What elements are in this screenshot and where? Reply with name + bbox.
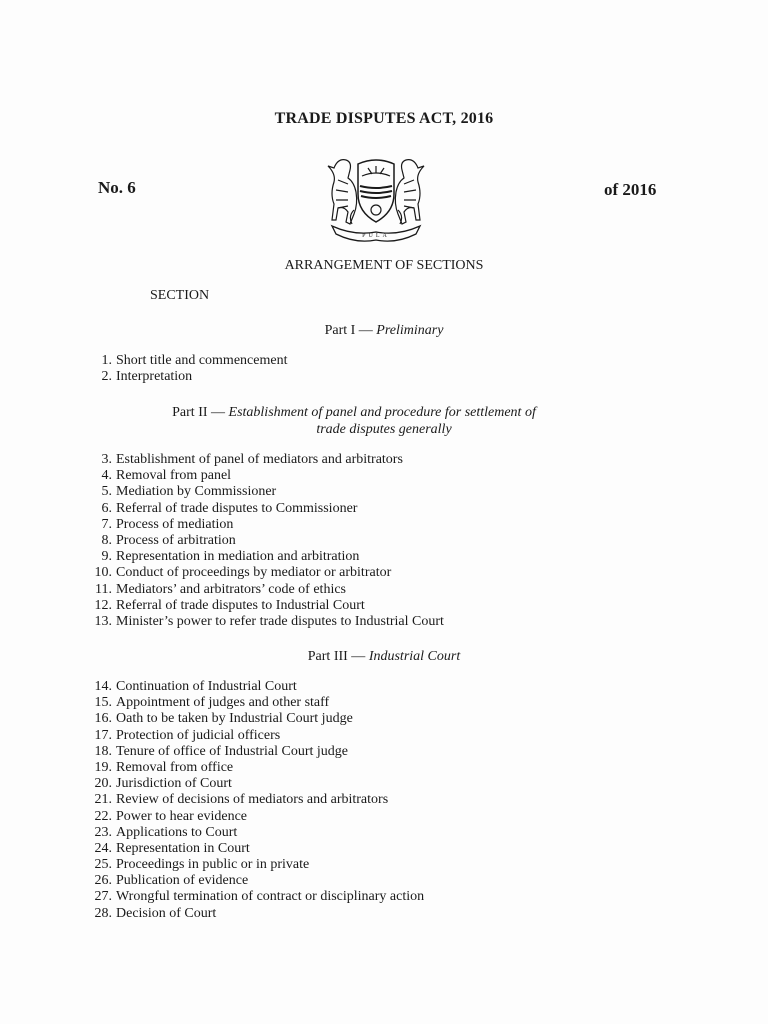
section-title: Power to hear evidence — [116, 808, 247, 824]
section-title: Process of arbitration — [116, 532, 236, 548]
list-item[interactable] — [82, 517, 444, 533]
section-title: Applications to Court — [116, 824, 238, 840]
section-title: Mediators’ and arbitrators’ code of ethics — [116, 581, 347, 597]
section-number: 13. — [94, 613, 112, 629]
section-title: Mediation by Commissioner — [116, 484, 277, 500]
section-title: Conduct of proceedings by mediator or arbitrator — [116, 565, 392, 581]
part-3-section-list — [82, 679, 424, 922]
list-item[interactable] — [82, 614, 444, 630]
section-number: 2. — [101, 369, 112, 385]
list-item[interactable] — [82, 873, 424, 889]
section-title: Wrongful termination of contract or disciplinary action — [116, 889, 425, 905]
section-title: Process of mediation — [116, 516, 234, 532]
section-title: Removal from panel — [116, 468, 232, 484]
list-item[interactable] — [82, 825, 424, 841]
part-3-heading — [0, 648, 768, 665]
section-number: 11. — [95, 581, 112, 597]
crest-motto: PULA — [362, 233, 390, 239]
list-item[interactable] — [82, 484, 444, 500]
section-title: Removal from office — [116, 759, 234, 775]
section-number: 24. — [94, 840, 112, 856]
section-number: 1. — [101, 353, 112, 368]
section-title: Short title and commencement — [116, 353, 288, 368]
arrangement-heading: ARRANGEMENT OF SECTIONS — [284, 258, 484, 273]
part-2-title-line2: trade disputes generally — [316, 422, 452, 437]
part-1-label: Part I — — [324, 323, 377, 338]
section-number: 27. — [94, 889, 112, 905]
list-item[interactable] — [82, 533, 444, 549]
section-number: 18. — [94, 743, 112, 759]
coat-of-arms-icon — [312, 146, 440, 242]
section-title: Tenure of office of Industrial Court judge — [116, 743, 349, 759]
act-year: of 2016 — [604, 180, 657, 199]
section-number: 12. — [94, 597, 112, 613]
section-title: Interpretation — [116, 369, 193, 385]
section-number: 6. — [101, 500, 112, 516]
part-2-title-line1: Establishment of panel and procedure for settlement of — [228, 405, 536, 420]
list-item[interactable] — [82, 711, 424, 727]
section-title: Appointment of judges and other staff — [116, 695, 330, 711]
part-2-label: Part II — — [172, 405, 229, 420]
section-number: 19. — [94, 759, 112, 775]
section-title: Proceedings in public or in private — [116, 857, 310, 873]
section-number: 9. — [101, 549, 112, 565]
list-item[interactable] — [82, 760, 424, 776]
list-item[interactable] — [82, 841, 424, 857]
section-number: 28. — [94, 905, 112, 921]
section-number: 10. — [94, 565, 112, 581]
list-item[interactable] — [82, 679, 424, 695]
section-number: 8. — [101, 532, 112, 548]
act-title: TRADE DISPUTES ACT, 2016 — [274, 110, 494, 127]
section-title: Minister’s power to refer trade disputes to Industrial Court — [116, 613, 444, 629]
section-number: 3. — [101, 452, 112, 467]
section-number: 17. — [94, 727, 112, 743]
section-number: 14. — [94, 679, 112, 694]
section-number: 20. — [94, 776, 112, 792]
section-number: 7. — [101, 516, 112, 532]
list-item[interactable] — [82, 452, 444, 468]
section-title: Protection of judicial officers — [116, 727, 281, 743]
part-1-section-list — [82, 353, 287, 385]
section-number: 26. — [94, 873, 112, 889]
section-title: Oath to be taken by Industrial Court judge — [116, 711, 353, 727]
section-number: 15. — [94, 695, 112, 711]
list-item[interactable] — [82, 598, 444, 614]
section-title: Establishment of panel of mediators and arbitrators — [116, 452, 403, 467]
list-item[interactable] — [82, 906, 424, 922]
list-item[interactable] — [82, 369, 287, 385]
list-item[interactable] — [82, 565, 444, 581]
section-number: 23. — [94, 824, 112, 840]
list-item[interactable] — [82, 857, 424, 873]
list-item[interactable] — [82, 889, 424, 905]
list-item[interactable] — [82, 468, 444, 484]
section-title: Publication of evidence — [116, 873, 249, 889]
part-2-heading-continued — [0, 421, 768, 438]
section-title: Review of decisions of mediators and arbitrators — [116, 792, 389, 808]
section-title: Jurisdiction of Court — [116, 776, 232, 792]
list-item[interactable] — [82, 353, 287, 369]
part-3-title: Industrial Court — [368, 649, 461, 664]
section-title: Continuation of Industrial Court — [116, 679, 297, 694]
list-item[interactable] — [82, 695, 424, 711]
section-number: 16. — [94, 711, 112, 727]
list-item[interactable] — [82, 744, 424, 760]
part-1-heading — [0, 322, 768, 339]
part-1-title: Preliminary — [376, 323, 444, 338]
part-2-heading — [0, 404, 738, 421]
list-item[interactable] — [82, 582, 444, 598]
section-title: Referral of trade disputes to Industrial Court — [116, 597, 365, 613]
section-title: Representation in mediation and arbitration — [116, 549, 360, 565]
section-number: 4. — [101, 468, 112, 484]
section-number: 22. — [94, 808, 112, 824]
act-number: No. 6 — [98, 178, 136, 197]
section-number: 5. — [101, 484, 112, 500]
list-item[interactable] — [82, 501, 444, 517]
section-number: 21. — [94, 792, 112, 808]
part-2-section-list — [82, 452, 444, 630]
list-item[interactable] — [82, 728, 424, 744]
section-column-label: SECTION — [150, 288, 210, 303]
list-item[interactable] — [82, 792, 424, 808]
list-item[interactable] — [82, 776, 424, 792]
list-item[interactable] — [82, 549, 444, 565]
part-3-label: Part III — — [307, 649, 369, 664]
section-number: 25. — [94, 857, 112, 873]
section-title: Decision of Court — [116, 905, 217, 921]
list-item[interactable] — [82, 809, 424, 825]
section-title: Representation in Court — [116, 840, 250, 856]
section-title: Referral of trade disputes to Commissioner — [116, 500, 358, 516]
